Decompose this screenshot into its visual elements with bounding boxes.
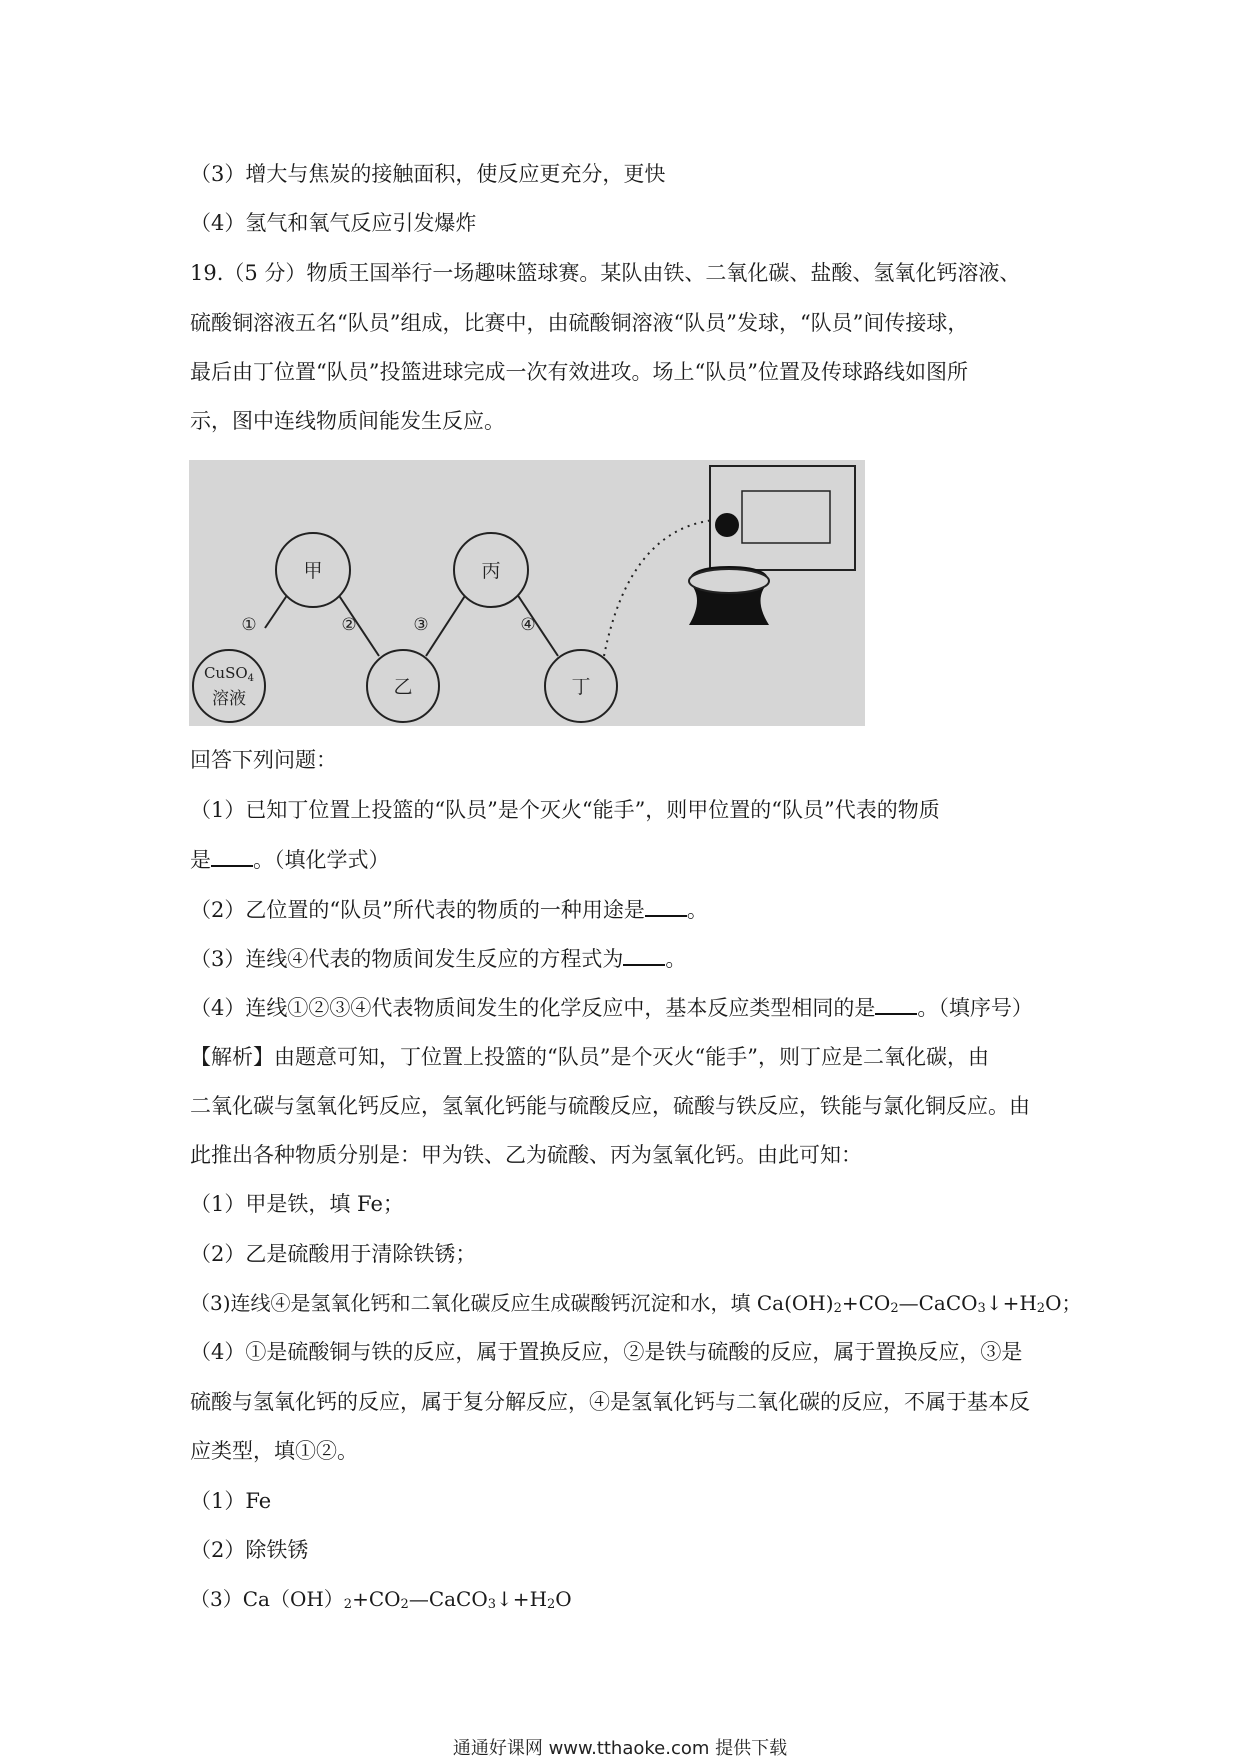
text-fragment: （4）连线①②③④代表物质间发生的化学反应中，基本反应类型相同的是 xyxy=(190,996,876,1020)
answer-blank xyxy=(875,993,917,1015)
text-fragment: —CaCO xyxy=(408,1587,488,1611)
answer-2: （2）除铁锈 xyxy=(190,1538,309,1562)
equation-line xyxy=(190,1289,1081,1317)
link-number-4: ④ xyxy=(520,615,536,635)
text-line: 硫酸与氢氧化钙的反应，属于复分解反应，④是氢氧化钙与二氧化碳的反应，不属于基本反 xyxy=(190,1390,1030,1414)
text-line: （1）甲是铁，填 Fe； xyxy=(190,1192,404,1216)
label-bing: 丙 xyxy=(481,560,501,582)
position-start xyxy=(193,650,265,722)
analysis-heading: 【解析】由题意可知，丁位置上投篮的“队员”是个灭火“能手”，则丁应是二氧化碳，由 xyxy=(190,1045,989,1069)
subscript: 2 xyxy=(1036,1301,1046,1316)
text-line: （4）氢气和氧气反应引发爆炸 xyxy=(190,211,477,235)
backboard-square xyxy=(742,491,830,543)
text-line: 回答下列问题： xyxy=(190,748,337,772)
text-fragment: 。（填序号） xyxy=(917,996,1033,1020)
text-fragment: O xyxy=(555,1587,572,1611)
answer-1: （1）Fe xyxy=(190,1489,272,1513)
link-number-2: ② xyxy=(341,615,357,635)
basketball-diagram xyxy=(189,460,865,726)
question-19-intro: 19.（5 分）物质王国举行一场趣味篮球赛。某队由铁、二氧化碳、盐酸、氢氧化钙溶液、 xyxy=(190,261,1021,285)
text-line: 此推出各种物质分别是：甲为铁、乙为硫酸、丙为氢氧化钙。由此可知： xyxy=(190,1143,862,1167)
text-line: 硫酸铜溶液五名“队员”组成，比赛中，由硫酸铜溶液“队员”发球，“队员”间传接球， xyxy=(190,311,969,335)
text-fragment: 是 xyxy=(190,848,211,872)
text-fragment: +CO xyxy=(352,1587,401,1611)
page-footer: 通通好课网 www.tthaoke.com 提供下载 xyxy=(452,1738,788,1759)
link-number-1: ① xyxy=(241,615,257,635)
text-line: （2）乙是硫酸用于清除铁锈； xyxy=(190,1242,477,1266)
text-fragment: （3）Ca（OH） xyxy=(190,1587,344,1611)
answer-3 xyxy=(190,1585,572,1613)
text-fragment: O； xyxy=(1045,1291,1082,1315)
label-solution: 溶液 xyxy=(212,689,246,709)
question-3 xyxy=(190,944,686,973)
answer-blank xyxy=(645,895,687,917)
text-fragment: —CaCO xyxy=(898,1291,978,1315)
text-fragment: ↓+H xyxy=(985,1291,1037,1315)
subscript: 3 xyxy=(487,1597,497,1612)
text-fragment: 。 xyxy=(686,898,708,922)
label-cuso4: CuSO$_4$ xyxy=(203,664,255,684)
question-1: （1）已知丁位置上投篮的“队员”是个灭火“能手”，则甲位置的“队员”代表的物质 xyxy=(190,798,940,822)
rim xyxy=(689,569,769,593)
label-ding: 丁 xyxy=(571,676,591,698)
subscript: 2 xyxy=(890,1301,899,1316)
link-number-3: ③ xyxy=(413,615,429,635)
label-yi: 乙 xyxy=(393,676,413,698)
text-line: 最后由丁位置“队员”投篮进球完成一次有效进攻。场上“队员”位置及传球路线如图所 xyxy=(190,360,968,384)
label-jia: 甲 xyxy=(303,560,323,582)
text-line: 应类型，填①②。 xyxy=(190,1439,358,1463)
text-fragment: （3）连线④代表的物质间发生反应的方程式为 xyxy=(190,947,624,971)
text-fragment: （2）乙位置的“队员”所代表的物质的一种用途是 xyxy=(190,898,645,922)
text-fragment: ↓+H xyxy=(496,1587,548,1611)
text-line: 二氧化碳与氢氧化钙反应，氢氧化钙能与硫酸反应，硫酸与铁反应，铁能与氯化铜反应。由 xyxy=(190,1094,1030,1118)
answer-blank xyxy=(623,944,665,966)
subscript: 2 xyxy=(833,1301,842,1316)
text-line: （3）增大与焦炭的接触面积，使反应更充分，更快 xyxy=(190,162,666,186)
answer-blank xyxy=(211,845,253,867)
ball-icon xyxy=(715,513,739,537)
question-2 xyxy=(190,895,708,924)
text-fragment: 。 xyxy=(665,947,687,971)
text-fragment: 。（填化学式） xyxy=(253,848,390,872)
subscript: 2 xyxy=(343,1597,353,1612)
text-line: 示，图中连线物质间能发生反应。 xyxy=(190,409,505,433)
text-fragment: （3)连线④是氢氧化钙和二氧化碳反应生成碳酸钙沉淀和水，填 Ca(OH) xyxy=(190,1291,834,1315)
text-line: （4）①是硫酸铜与铁的反应，属于置换反应，②是铁与硫酸的反应，属于置换反应，③是 xyxy=(190,1340,1023,1364)
text-fragment: +CO xyxy=(841,1291,891,1315)
question-1-cont xyxy=(190,845,390,874)
subscript: 3 xyxy=(977,1301,986,1316)
subscript: 2 xyxy=(547,1597,556,1612)
subscript: 2 xyxy=(400,1597,409,1612)
question-4 xyxy=(190,993,1033,1022)
